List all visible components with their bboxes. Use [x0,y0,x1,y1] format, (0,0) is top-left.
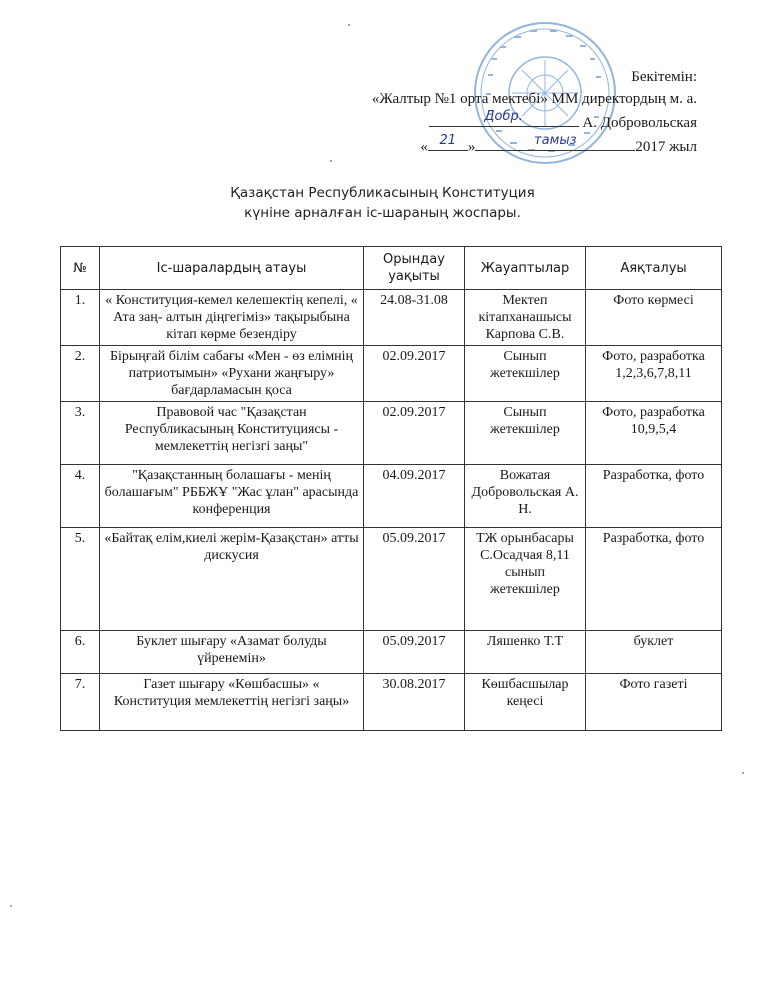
cell-responsible: ТЖ орынбасары С.Осадчая 8,11 сынып жетекшілер [465,528,586,631]
cell-responsible: Сынып жетекшілер [465,346,586,402]
header-responsible: Жауаптылар [465,247,586,290]
cell-responsible: Сынып жетекшілер [465,402,586,465]
cell-result: Разработка, фото [586,528,722,631]
cell-event-name: Бірыңғай білім сабағы «Мен - өз елімнің патриотымын» «Рухани жаңғыру» бағдарламасын қоса [100,346,364,402]
approval-date-line [372,134,697,158]
title-line-1: Қазақстан Республикасының Конституция [230,185,535,201]
scan-speck [10,905,12,907]
cell-number: 1. [61,290,100,346]
approval-heading: Бекітемін: [631,69,697,85]
date-quote-close: » [467,139,476,155]
cell-number: 5. [61,528,100,631]
cell-event-name: «Байтақ елім,киелі жерім-Қазақстан» атты дискусия [100,528,364,631]
cell-result: Фото, разработка 10,9,5,4 [586,402,722,465]
approval-block [372,66,697,158]
cell-result: Разработка, фото [586,465,722,528]
cell-responsible: Ляшенко Т.Т [465,631,586,674]
cell-time: 24.08-31.08 [364,290,465,346]
table-row [61,465,722,528]
cell-responsible: Көшбасшылар кеңесі [465,674,586,731]
handwritten-signature: Добр. [484,109,523,124]
cell-time: 02.09.2017 [364,346,465,402]
document-title [0,183,765,223]
event-plan-table [60,246,722,731]
cell-time: 02.09.2017 [364,402,465,465]
cell-number: 3. [61,402,100,465]
date-quote-open: « [420,139,428,155]
handwritten-day: 21 [439,133,457,148]
cell-number: 7. [61,674,100,731]
date-day-blank [428,134,468,151]
header-time: Орындау уақыты [364,247,465,290]
cell-event-name: Правовой час "Қазақстан Республикасының Конституциясы - мемлекеттің негізгі заңы" [100,402,364,465]
cell-time: 05.09.2017 [364,528,465,631]
signature-blank [429,110,579,127]
cell-event-name: "Қазақстанның болашағы - менің болашағым" РББЖҰ "Жас ұлан" арасында конференция [100,465,364,528]
approval-position: «Жалтыр №1 орта мектебі» ММ директордың м. а. [371,91,697,107]
cell-responsible: Мектеп кітапханашысы Карпова С.В. [465,290,586,346]
scan-speck [742,772,744,774]
table-row [61,290,722,346]
cell-event-name: Газет шығару «Көшбасшы» « Конституция мемлекеттің негізгі заңы» [100,674,364,731]
scan-speck [348,24,350,26]
header-number: № [61,247,100,290]
cell-time: 04.09.2017 [364,465,465,528]
cell-number: 6. [61,631,100,674]
table-row [61,346,722,402]
cell-result: Фото газеті [586,674,722,731]
cell-time: 05.09.2017 [364,631,465,674]
cell-result: Фото көрмесі [586,290,722,346]
date-month-blank [475,134,635,151]
title-line-2: күніне арналған іс-шараның жоспары. [244,205,521,221]
table-row [61,674,722,731]
cell-event-name: Буклет шығару «Азамат болуды үйренемін» [100,631,364,674]
header-result: Аяқталуы [586,247,722,290]
date-year: 2017 жыл [635,139,697,155]
cell-responsible: Вожатая Добровольская А. Н. [465,465,586,528]
table-row [61,528,722,631]
cell-result: буклет [586,631,722,674]
header-event-name: Іс-шаралардың атауы [100,247,364,290]
cell-time: 30.08.2017 [364,674,465,731]
scan-speck [330,160,332,162]
cell-number: 4. [61,465,100,528]
table-row [61,402,722,465]
cell-event-name: « Конституция-кемел келешектің кепелі, « Ата заң- алтын діңгегіміз» тақырыбына кітап көрме безендіру [100,290,364,346]
handwritten-month: тамыз [534,133,577,148]
table-row [61,631,722,674]
director-name: А. Добровольская [582,115,697,131]
cell-number: 2. [61,346,100,402]
cell-result: Фото, разработка 1,2,3,6,7,8,11 [586,346,722,402]
table-header-row [61,247,722,290]
